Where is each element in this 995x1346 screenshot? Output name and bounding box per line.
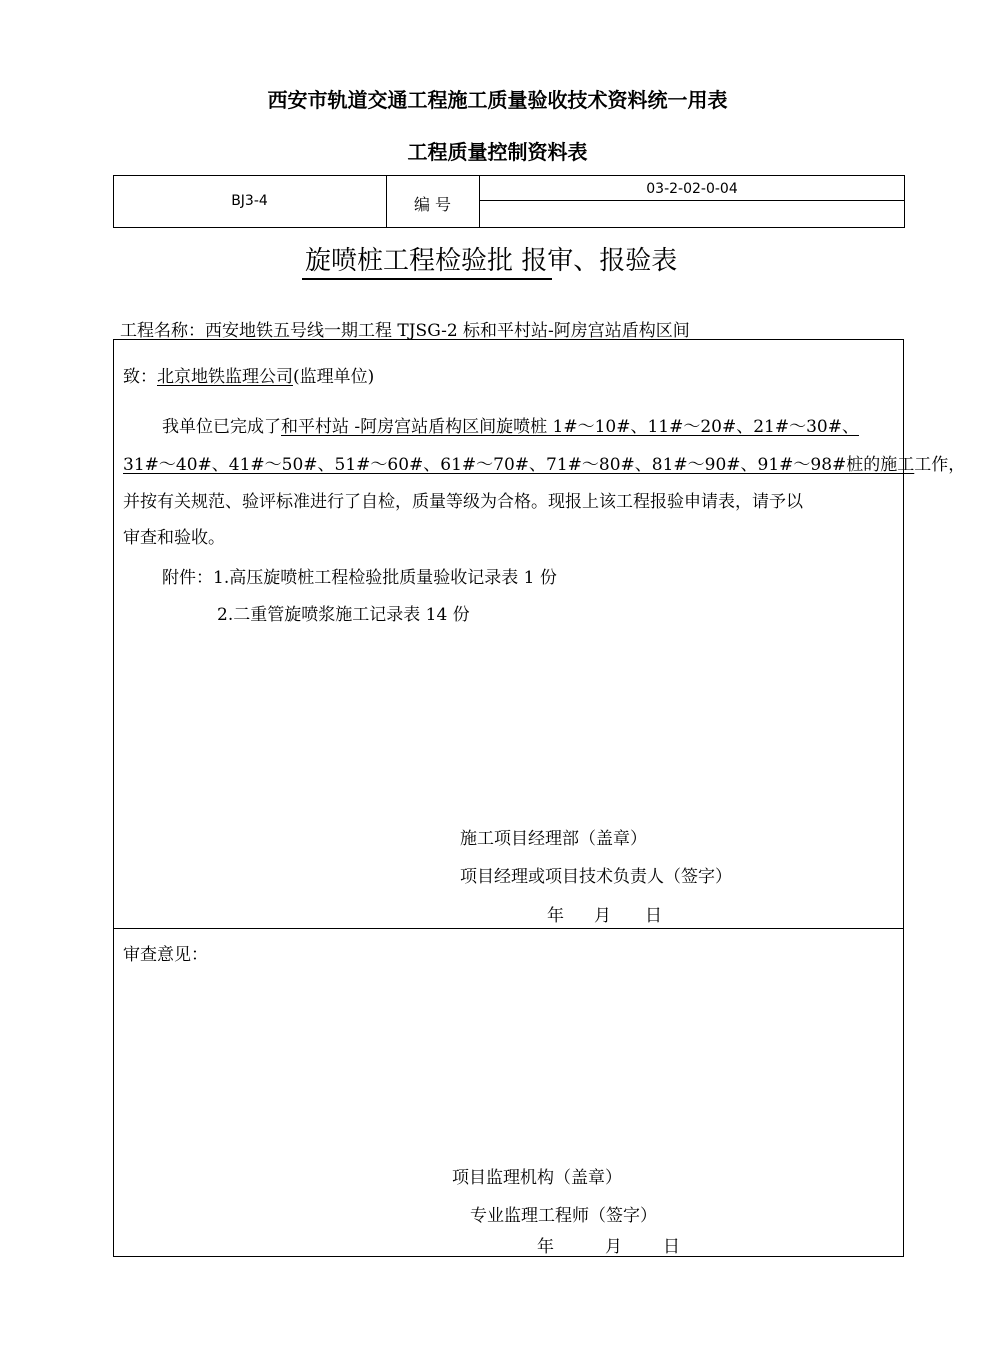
paragraph-line-3: 并按有关规范、验评标准进行了自检，质量等级为合格。现报上该工程报验申请表，请予以 xyxy=(123,492,803,512)
date-month-2: 月 xyxy=(605,1237,622,1257)
supervision-seal: 项目监理机构（盖章） xyxy=(452,1168,622,1188)
supervision-unit: 北京地铁监理公司 xyxy=(157,367,293,387)
paragraph-rest: 工作， xyxy=(914,455,966,475)
attachment-1: 附件：1.高压旋喷桩工程检验批质量验收记录表 1 份 xyxy=(162,568,557,588)
date-year-2: 年 xyxy=(537,1237,554,1257)
form-code: BJ3-4 xyxy=(231,193,268,209)
section-divider xyxy=(113,928,904,929)
code-table-row-divider xyxy=(479,200,905,201)
date-day-1: 日 xyxy=(645,906,662,926)
paragraph-line-1 xyxy=(162,412,859,437)
number-value: 03-2-02-0-04 xyxy=(646,181,738,197)
paragraph-line-4: 审查和验收。 xyxy=(123,528,225,548)
paragraph-intro: 我单位已完成了 xyxy=(162,417,281,437)
addressee-suffix: (监理单位) xyxy=(293,367,375,387)
attachment-2: 2.二重管旋喷浆施工记录表 14 份 xyxy=(217,605,470,625)
date-day-2: 日 xyxy=(663,1237,680,1257)
contractor-seal: 施工项目经理部（盖章） xyxy=(460,829,647,849)
engineer-signature: 专业监理工程师（签字） xyxy=(470,1206,657,1226)
project-name: 工程名称：西安地铁五号线一期工程 TJSG-2 标和平村站-阿房宫站盾构区间 xyxy=(120,321,690,341)
sub-title: 工程质量控制资料表 xyxy=(407,140,588,164)
paragraph-line-2 xyxy=(123,450,965,475)
contractor-signature: 项目经理或项目技术负责人（签字） xyxy=(460,867,732,887)
date-month-1: 月 xyxy=(594,906,611,926)
work-scope-part-2: 31#～40#、41#～50#、51#～60#、61#～70#、71#～80#、81#～90#、91#～98#桩的施工 xyxy=(123,455,915,475)
form-body-box xyxy=(113,339,904,1257)
number-label: 编 号 xyxy=(413,195,452,214)
addressee-line xyxy=(123,362,374,387)
work-scope-part-1: 和平村站 -阿房宫站盾构区间旋喷桩 1#～10#、11#～20#、21#～30#、 xyxy=(281,417,859,437)
main-title: 西安市轨道交通工程施工质量验收技术资料统一用表 xyxy=(267,88,728,112)
addressee-prefix: 致： xyxy=(123,367,157,387)
review-opinion-label: 审查意见： xyxy=(123,945,208,965)
date-year-1: 年 xyxy=(547,906,564,926)
form-title: 旋喷桩工程检验批 报审、报验表 xyxy=(305,246,678,276)
form-title-underline xyxy=(302,278,552,280)
